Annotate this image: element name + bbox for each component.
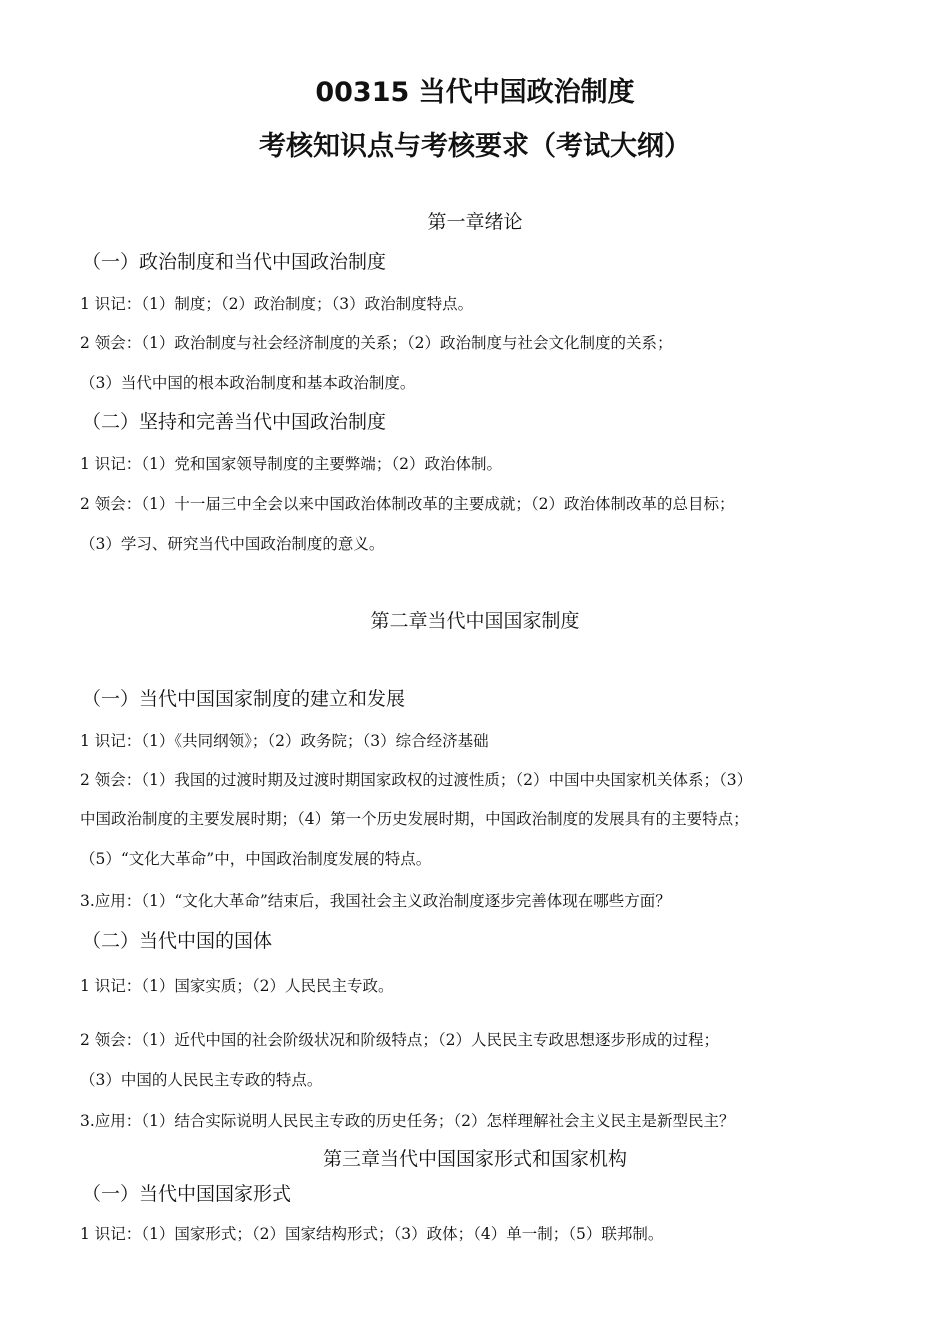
chapter2-section1-line4: （5）“文化大革命”中，中国政治制度发展的特点。	[80, 850, 432, 868]
chapter3-section1-heading: （一）当代中国国家形式	[82, 1183, 292, 1205]
chapter1-section2-line2: 2 领会：（1）十一届三中全会以来中国政治体制改革的主要成就；（2）政治体制改革的总目标；	[80, 495, 735, 513]
chapter1-section2-line1: 1 识记：（1）党和国家领导制度的主要弊端；（2）政治体制。	[80, 455, 503, 473]
chapter1-section2-heading: （二）坚持和完善当代中国政治制度	[82, 411, 387, 433]
chapter1-section1-line1: 1 识记：（1）制度；（2）政治制度；（3）政治制度特点。	[80, 295, 474, 313]
chapter2-section2-line1: 1 识记：（1）国家实质；（2）人民民主专政。	[80, 977, 394, 995]
chapter2-section2-line4: 3.应用：（1）结合实际说明人民民主专政的历史任务；（2）怎样理解社会主义民主是新型民主？	[80, 1112, 735, 1130]
chapter2-section1-line1: 1 识记：（1）《共同纲领》；（2）政务院；（3）综合经济基础	[80, 732, 489, 750]
chapter2-section1-line2: 2 领会：（1）我国的过渡时期及过渡时期国家政权的过渡性质；（2）中国中央国家机关体系；（3）	[80, 771, 753, 789]
chapter2-section1-line3: 中国政治制度的主要发展时期；（4）第一个历史发展时期，中国政治制度的发展具有的主要特点；	[80, 810, 749, 828]
chapter1-heading: 第一章绪论	[427, 211, 523, 233]
chapter1-section1-line2: 2 领会：（1）政治制度与社会经济制度的关系；（2）政治制度与社会文化制度的关系；	[80, 334, 673, 352]
chapter1-section1-line3: （3）当代中国的根本政治制度和基本政治制度。	[80, 374, 416, 392]
chapter2-section2-heading: （二）当代中国的国体	[82, 930, 273, 952]
chapter1-section2-line3: （3）学习、研究当代中国政治制度的意义。	[80, 535, 385, 553]
chapter3-section1-line1: 1 识记：（1）国家形式；（2）国家结构形式；（3）政体；（4）单一制；（5）联邦制。	[80, 1225, 664, 1243]
chapter2-section2-line3: （3）中国的人民民主专政的特点。	[80, 1071, 323, 1089]
chapter2-section1-heading: （一）当代中国国家制度的建立和发展	[82, 688, 406, 710]
chapter2-heading: 第二章当代中国国家制度	[370, 610, 580, 632]
document-title-line1: 00315 当代中国政治制度	[315, 77, 635, 108]
chapter2-section1-line5: 3.应用：（1）“文化大革命”结束后，我国社会主义政治制度逐步完善体现在哪些方面？	[80, 892, 671, 910]
chapter1-section1-heading: （一）政治制度和当代中国政治制度	[82, 251, 387, 273]
document-title-line2: 考核知识点与考核要求（考试大纲）	[259, 131, 691, 162]
chapter2-section2-line2: 2 领会：（1）近代中国的社会阶级状况和阶级特点；（2）人民民主专政思想逐步形成的过程；	[80, 1031, 720, 1049]
chapter3-heading: 第三章当代中国国家形式和国家机构	[322, 1148, 627, 1170]
